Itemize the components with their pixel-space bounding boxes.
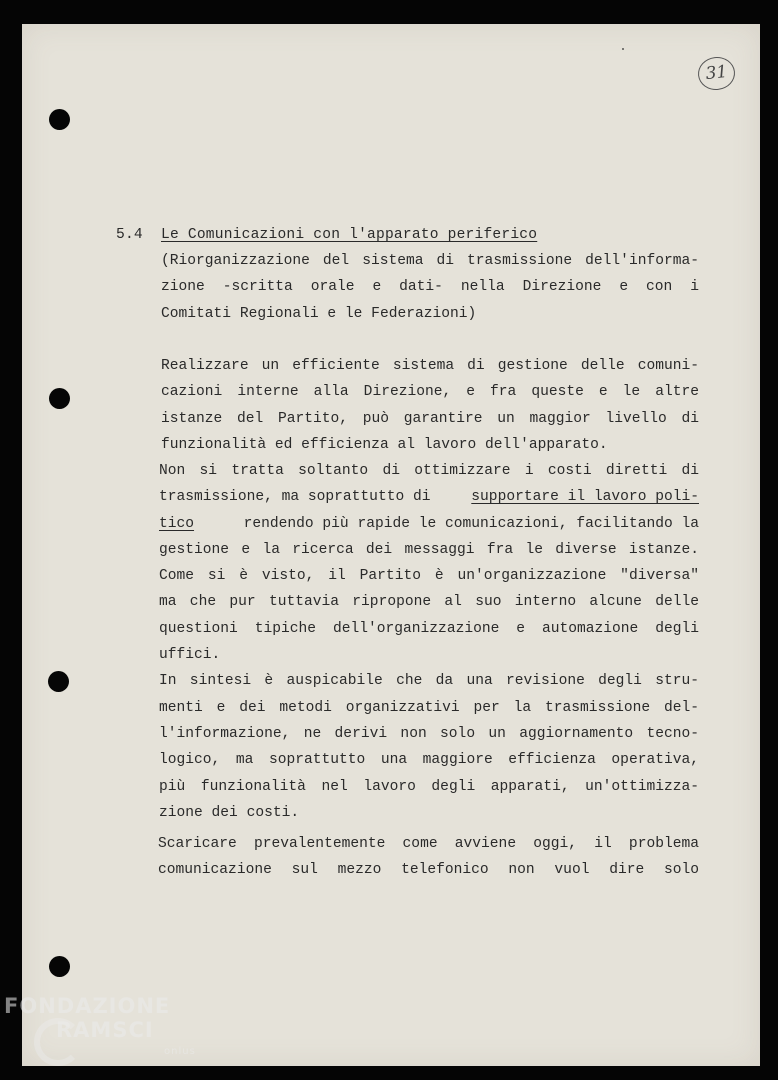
section-title: Le Comunicazioni con l'apparato periferico <box>161 227 538 243</box>
page-number: 31 <box>696 55 736 92</box>
body-line: gestione e la ricerca dei messaggi fra le diverse istanze. <box>159 541 699 558</box>
body-line: comunicazione sul mezzo telefonico non vuol dire solo <box>158 862 699 879</box>
body-line: questioni tipiche dell'organizzazione e automazione degli <box>159 620 699 637</box>
punch-hole <box>49 388 70 409</box>
body-line-part: trasmissione, ma soprattutto di <box>159 489 431 506</box>
body-text <box>161 353 699 458</box>
body-line: Non si tratta soltanto di ottimizzare i costi diretti di <box>159 463 699 479</box>
subtitle-line: (Riorganizzazione del sistema di trasmissione dell'informa- <box>161 253 699 269</box>
body-line: Realizzare un efficiente sistema di gestione delle comuni- <box>161 358 699 374</box>
body-line: funzionalità ed efficienza al lavoro dell'apparato. <box>161 436 608 453</box>
body-line: più funzionalità nel lavoro degli apparati, un'ottimizza- <box>159 778 699 795</box>
body-line <box>159 484 699 510</box>
subtitle-line: zione -scritta orale e dati- nella Direzione e con i <box>161 279 699 296</box>
body-text <box>158 831 699 884</box>
body-line: l'informazione, ne derivi non solo un aggiornamento tecno- <box>159 725 699 742</box>
body-line: cazioni interne alla Direzione, e fra queste e le altre <box>161 384 699 401</box>
body-line <box>159 511 699 537</box>
punch-hole <box>49 956 70 977</box>
watermark-logo <box>4 994 204 1074</box>
underlined-phrase: supportare il lavoro poli- <box>471 489 699 506</box>
watermark-line1: FONDAZIONE <box>4 994 171 1018</box>
body-line: istanze del Partito, può garantire un maggior livello di <box>161 410 699 427</box>
body-line: menti e dei metodi organizzativi per la trasmissione del- <box>159 699 699 716</box>
watermark-line3: onlus <box>164 1046 196 1057</box>
body-line: zione dei costi. <box>159 804 300 821</box>
body-line: Come si è visto, il Partito è un'organizzazione "diversa" <box>159 568 699 585</box>
body-line: uffici. <box>159 647 221 664</box>
punch-hole <box>49 109 70 130</box>
body-line: logico, ma soprattutto una maggiore efficienza operativa, <box>159 752 699 769</box>
watermark-line2: RAMSCI <box>56 1018 154 1042</box>
body-line: Scaricare prevalentemente come avviene oggi, il problema <box>158 836 699 852</box>
underlined-phrase: tico <box>159 515 195 532</box>
section-subtitle <box>161 248 699 327</box>
punch-hole <box>48 671 69 692</box>
document-page <box>22 24 760 1066</box>
ink-speck <box>622 48 624 50</box>
body-line-part: rendendo più rapide le comunicazioni, facilitando la <box>243 515 699 532</box>
body-line: In sintesi è auspicabile che da una revisione degli stru- <box>159 673 699 690</box>
body-line: ma che pur tuttavia ripropone al suo interno alcune delle <box>159 594 699 611</box>
subtitle-line: Comitati Regionali e le Federazioni) <box>161 305 477 322</box>
body-text <box>159 458 699 826</box>
section-number: 5.4 <box>116 227 143 243</box>
